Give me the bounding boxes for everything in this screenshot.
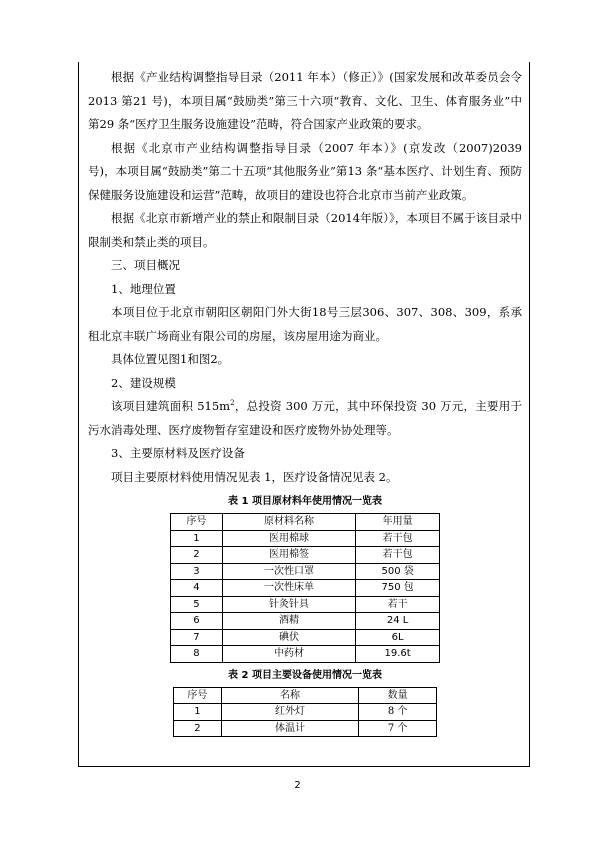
table2-caption: 表 2 项目主要设备使用情况一览表 — [228, 669, 382, 681]
subheading-materials: 3、主要原材料及医疗设备 — [111, 446, 245, 460]
policy-paragraph-beijing: 根据《北京市产业结构调整指导目录（2007 年本）》(京发改（2007)2039 号)，本项目属“鼓励类”第二十五项“其他服务业”第13 条“基本医疗、计划生育、预防保健服务设施建设和运营”范畴，故项目的建设也符合北京市当前产业政策。 — [88, 140, 522, 202]
table-cell: 750 包 — [356, 580, 440, 597]
raw-materials-table — [170, 513, 440, 663]
table-cell: 6L — [356, 629, 440, 646]
policy-paragraph-restriction: 根据《北京市新增产业的禁止和限制目录（2014年版）》，本项目不属于该目录中限制类和禁止类的项目。 — [88, 211, 522, 249]
table-cell: 一次性床单 — [222, 580, 355, 597]
table-cell: 24 L — [356, 613, 440, 630]
table-cell: 2 — [171, 547, 223, 564]
table-cell: 7 — [171, 629, 223, 646]
table-cell: 4 — [171, 580, 223, 597]
materials-reference-paragraph: 项目主要原材料使用情况见表 1，医疗设备情况见表 2。 — [111, 469, 398, 484]
table-cell: 针灸针具 — [222, 596, 355, 613]
table-cell: 医用棉球 — [222, 530, 355, 547]
table-cell: 碘伏 — [222, 629, 355, 646]
equipment-table — [173, 687, 437, 738]
table-cell: 医用棉签 — [222, 547, 355, 564]
table1-caption: 表 1 项目原材料年使用情况一览表 — [228, 496, 382, 507]
section-heading-overview: 三、项目概况 — [111, 258, 180, 272]
table-row — [171, 547, 440, 564]
table-cell: 19.6t — [356, 646, 440, 663]
table-header-cell: 原材料名称 — [222, 514, 355, 531]
table-header-row — [171, 514, 440, 531]
table-header-cell: 数量 — [359, 687, 437, 704]
table-cell: 7 个 — [359, 720, 437, 737]
table-header-cell: 序号 — [171, 514, 223, 531]
subheading-location: 1、地理位置 — [111, 281, 176, 296]
table-header-cell: 年用量 — [356, 514, 440, 531]
table-row — [171, 629, 440, 646]
policy-paragraph-national: 根据《产业结构调整指导目录（2011 年本）（修正）》(国家发展和改革委员会令2013 第21 号)，本项目属“鼓励类”第三十六项“教育、文化、卫生、体育服务业”中第29 条“医疗卫生服务设施建设”范畴，符合国家产业政策的要求。 — [88, 70, 522, 131]
table-cell: 1 — [171, 530, 223, 547]
table-cell: 酒精 — [222, 613, 355, 630]
table-cell: 若干 — [356, 596, 440, 613]
table-row — [171, 646, 440, 663]
table-cell: 一次性口罩 — [222, 563, 355, 580]
table-row — [171, 580, 440, 597]
table-header-cell: 序号 — [174, 687, 222, 704]
table-cell: 8 — [171, 646, 223, 663]
table-row — [171, 596, 440, 613]
scale-investment-text: ，总投资 300 万元，其中环保投资 30 万元，主要用于污水消毒处理、医疗废物暂存室建设和医疗废物外协处理等。 — [88, 399, 522, 437]
table-header-row — [174, 687, 437, 704]
table-cell: 若干包 — [356, 547, 440, 564]
table-cell: 3 — [171, 563, 223, 580]
table-row — [171, 613, 440, 630]
scale-paragraph — [88, 395, 522, 442]
document-body — [88, 66, 522, 737]
table-header-cell: 名称 — [221, 687, 358, 704]
page-number: 2 — [294, 780, 301, 791]
table-cell: 2 — [174, 720, 222, 737]
location-paragraph: 本项目位于北京市朝阳区朝阳门外大街18号三层306、307、308、309，系承租北京丰联广场商业有限公司的房屋，该房屋用途为商业。 — [88, 305, 522, 343]
area-unit-superscript: 2 — [230, 399, 235, 408]
subheading-scale: 2、建设规模 — [111, 375, 176, 390]
table-cell: 体温计 — [221, 720, 358, 737]
table-cell: 5 — [171, 596, 223, 613]
location-figure-reference: 具体位置见图1和图2。 — [111, 352, 230, 366]
table-row — [171, 563, 440, 580]
scale-area-text: 该项目建筑面积 515m — [111, 399, 231, 413]
table-cell: 8 个 — [359, 704, 437, 721]
table-cell: 500 袋 — [356, 563, 440, 580]
table-cell: 1 — [174, 704, 222, 721]
table-row — [174, 720, 437, 737]
table-cell: 若干包 — [356, 530, 440, 547]
table-cell: 红外灯 — [221, 704, 358, 721]
table-cell: 6 — [171, 613, 223, 630]
table-row — [174, 704, 437, 721]
table-row — [171, 530, 440, 547]
table-cell: 中药材 — [222, 646, 355, 663]
